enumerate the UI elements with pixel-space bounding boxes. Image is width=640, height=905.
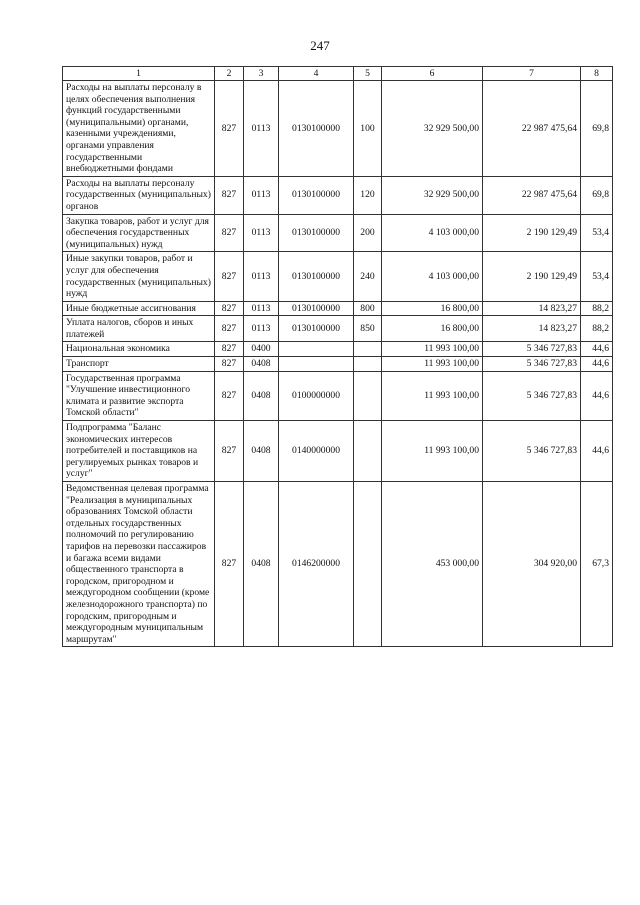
actual-amount: 14 823,27 xyxy=(483,316,581,342)
planned-amount: 11 993 100,00 xyxy=(382,371,483,420)
planned-amount: 453 000,00 xyxy=(382,482,483,647)
target-code xyxy=(279,357,354,372)
admin-code: 827 xyxy=(215,301,244,316)
execution-percent: 53,4 xyxy=(581,214,613,252)
expense-type-code: 120 xyxy=(354,176,382,214)
execution-percent: 88,2 xyxy=(581,316,613,342)
row-name: Расходы на выплаты персоналу в целях обеспечения выполнения функций государственными (муниципальными) органами, казенными учреждениями, органами управления государственными внебюджетными фондами xyxy=(63,81,215,177)
admin-code: 827 xyxy=(215,421,244,482)
row-name: Транспорт xyxy=(63,357,215,372)
table-header-row xyxy=(63,67,613,81)
section-code: 0400 xyxy=(244,342,279,357)
row-name: Закупка товаров, работ и услуг для обеспечения государственных (муниципальных) нужд xyxy=(63,214,215,252)
budget-table xyxy=(62,66,613,647)
row-name: Иные закупки товаров, работ и услуг для обеспечения государственных (муниципальных) нужд xyxy=(63,252,215,301)
actual-amount: 2 190 129,49 xyxy=(483,252,581,301)
expense-type-code: 800 xyxy=(354,301,382,316)
execution-percent: 88,2 xyxy=(581,301,613,316)
target-code: 0130100000 xyxy=(279,252,354,301)
admin-code: 827 xyxy=(215,252,244,301)
target-code: 0130100000 xyxy=(279,81,354,177)
target-code: 0146200000 xyxy=(279,482,354,647)
section-code: 0408 xyxy=(244,371,279,420)
target-code: 0140000000 xyxy=(279,421,354,482)
admin-code: 827 xyxy=(215,176,244,214)
execution-percent: 44,6 xyxy=(581,421,613,482)
actual-amount: 14 823,27 xyxy=(483,301,581,316)
actual-amount: 2 190 129,49 xyxy=(483,214,581,252)
row-name: Ведомственная целевая программа "Реализация в муниципальных образованиях Томской области отдельных государственных полномочий по регулированию тарифов на перевозки пассажиров и багажа всеми видами общественного транспорта в городском, пригородном и междугородном сообщении (кроме железнодорожного транспорта) по городским, пригородным и междугородным муниципальным маршрутам" xyxy=(63,482,215,647)
expense-type-code: 850 xyxy=(354,316,382,342)
execution-percent: 44,6 xyxy=(581,342,613,357)
expense-type-code xyxy=(354,421,382,482)
execution-percent: 44,6 xyxy=(581,371,613,420)
expense-type-code xyxy=(354,371,382,420)
section-code: 0113 xyxy=(244,176,279,214)
table-row xyxy=(63,371,613,420)
target-code xyxy=(279,342,354,357)
actual-amount: 22 987 475,64 xyxy=(483,176,581,214)
admin-code: 827 xyxy=(215,214,244,252)
table-row xyxy=(63,252,613,301)
table-row xyxy=(63,176,613,214)
table-row xyxy=(63,214,613,252)
planned-amount: 4 103 000,00 xyxy=(382,252,483,301)
admin-code: 827 xyxy=(215,316,244,342)
actual-amount: 22 987 475,64 xyxy=(483,81,581,177)
row-name: Государственная программа "Улучшение инвестиционного климата и развитие экспорта Томской области" xyxy=(63,371,215,420)
section-code: 0113 xyxy=(244,81,279,177)
target-code: 0100000000 xyxy=(279,371,354,420)
section-code: 0408 xyxy=(244,482,279,647)
column-header: 4 xyxy=(279,67,354,81)
column-header: 7 xyxy=(483,67,581,81)
planned-amount: 11 993 100,00 xyxy=(382,421,483,482)
planned-amount: 4 103 000,00 xyxy=(382,214,483,252)
column-header: 8 xyxy=(581,67,613,81)
expense-type-code xyxy=(354,357,382,372)
column-header: 5 xyxy=(354,67,382,81)
column-header: 1 xyxy=(63,67,215,81)
execution-percent: 69,8 xyxy=(581,176,613,214)
execution-percent: 44,6 xyxy=(581,357,613,372)
row-name: Расходы на выплаты персоналу государственных (муниципальных) органов xyxy=(63,176,215,214)
admin-code: 827 xyxy=(215,482,244,647)
planned-amount: 32 929 500,00 xyxy=(382,81,483,177)
execution-percent: 67,3 xyxy=(581,482,613,647)
row-name: Национальная экономика xyxy=(63,342,215,357)
section-code: 0408 xyxy=(244,357,279,372)
page-number: 247 xyxy=(310,38,330,53)
target-code: 0130100000 xyxy=(279,214,354,252)
execution-percent: 53,4 xyxy=(581,252,613,301)
row-name: Подпрограмма "Баланс экономических интересов потребителей и поставщиков на регулируемых рынках товаров и услуг" xyxy=(63,421,215,482)
actual-amount: 5 346 727,83 xyxy=(483,357,581,372)
row-name: Уплата налогов, сборов и иных платежей xyxy=(63,316,215,342)
target-code: 0130100000 xyxy=(279,176,354,214)
section-code: 0113 xyxy=(244,214,279,252)
table-row xyxy=(63,421,613,482)
table-row xyxy=(63,301,613,316)
planned-amount: 32 929 500,00 xyxy=(382,176,483,214)
actual-amount: 5 346 727,83 xyxy=(483,421,581,482)
admin-code: 827 xyxy=(215,342,244,357)
column-header: 2 xyxy=(215,67,244,81)
column-header: 6 xyxy=(382,67,483,81)
table-row xyxy=(63,482,613,647)
table-row xyxy=(63,357,613,372)
table-row xyxy=(63,342,613,357)
actual-amount: 304 920,00 xyxy=(483,482,581,647)
admin-code: 827 xyxy=(215,81,244,177)
target-code: 0130100000 xyxy=(279,316,354,342)
admin-code: 827 xyxy=(215,371,244,420)
table-row xyxy=(63,81,613,177)
actual-amount: 5 346 727,83 xyxy=(483,342,581,357)
admin-code: 827 xyxy=(215,357,244,372)
row-name: Иные бюджетные ассигнования xyxy=(63,301,215,316)
expense-type-code xyxy=(354,342,382,357)
section-code: 0408 xyxy=(244,421,279,482)
planned-amount: 11 993 100,00 xyxy=(382,342,483,357)
table-row xyxy=(63,316,613,342)
expense-type-code: 240 xyxy=(354,252,382,301)
target-code: 0130100000 xyxy=(279,301,354,316)
actual-amount: 5 346 727,83 xyxy=(483,371,581,420)
expense-type-code: 100 xyxy=(354,81,382,177)
section-code: 0113 xyxy=(244,316,279,342)
planned-amount: 16 800,00 xyxy=(382,301,483,316)
execution-percent: 69,8 xyxy=(581,81,613,177)
expense-type-code: 200 xyxy=(354,214,382,252)
planned-amount: 16 800,00 xyxy=(382,316,483,342)
planned-amount: 11 993 100,00 xyxy=(382,357,483,372)
column-header: 3 xyxy=(244,67,279,81)
section-code: 0113 xyxy=(244,301,279,316)
expense-type-code xyxy=(354,482,382,647)
section-code: 0113 xyxy=(244,252,279,301)
